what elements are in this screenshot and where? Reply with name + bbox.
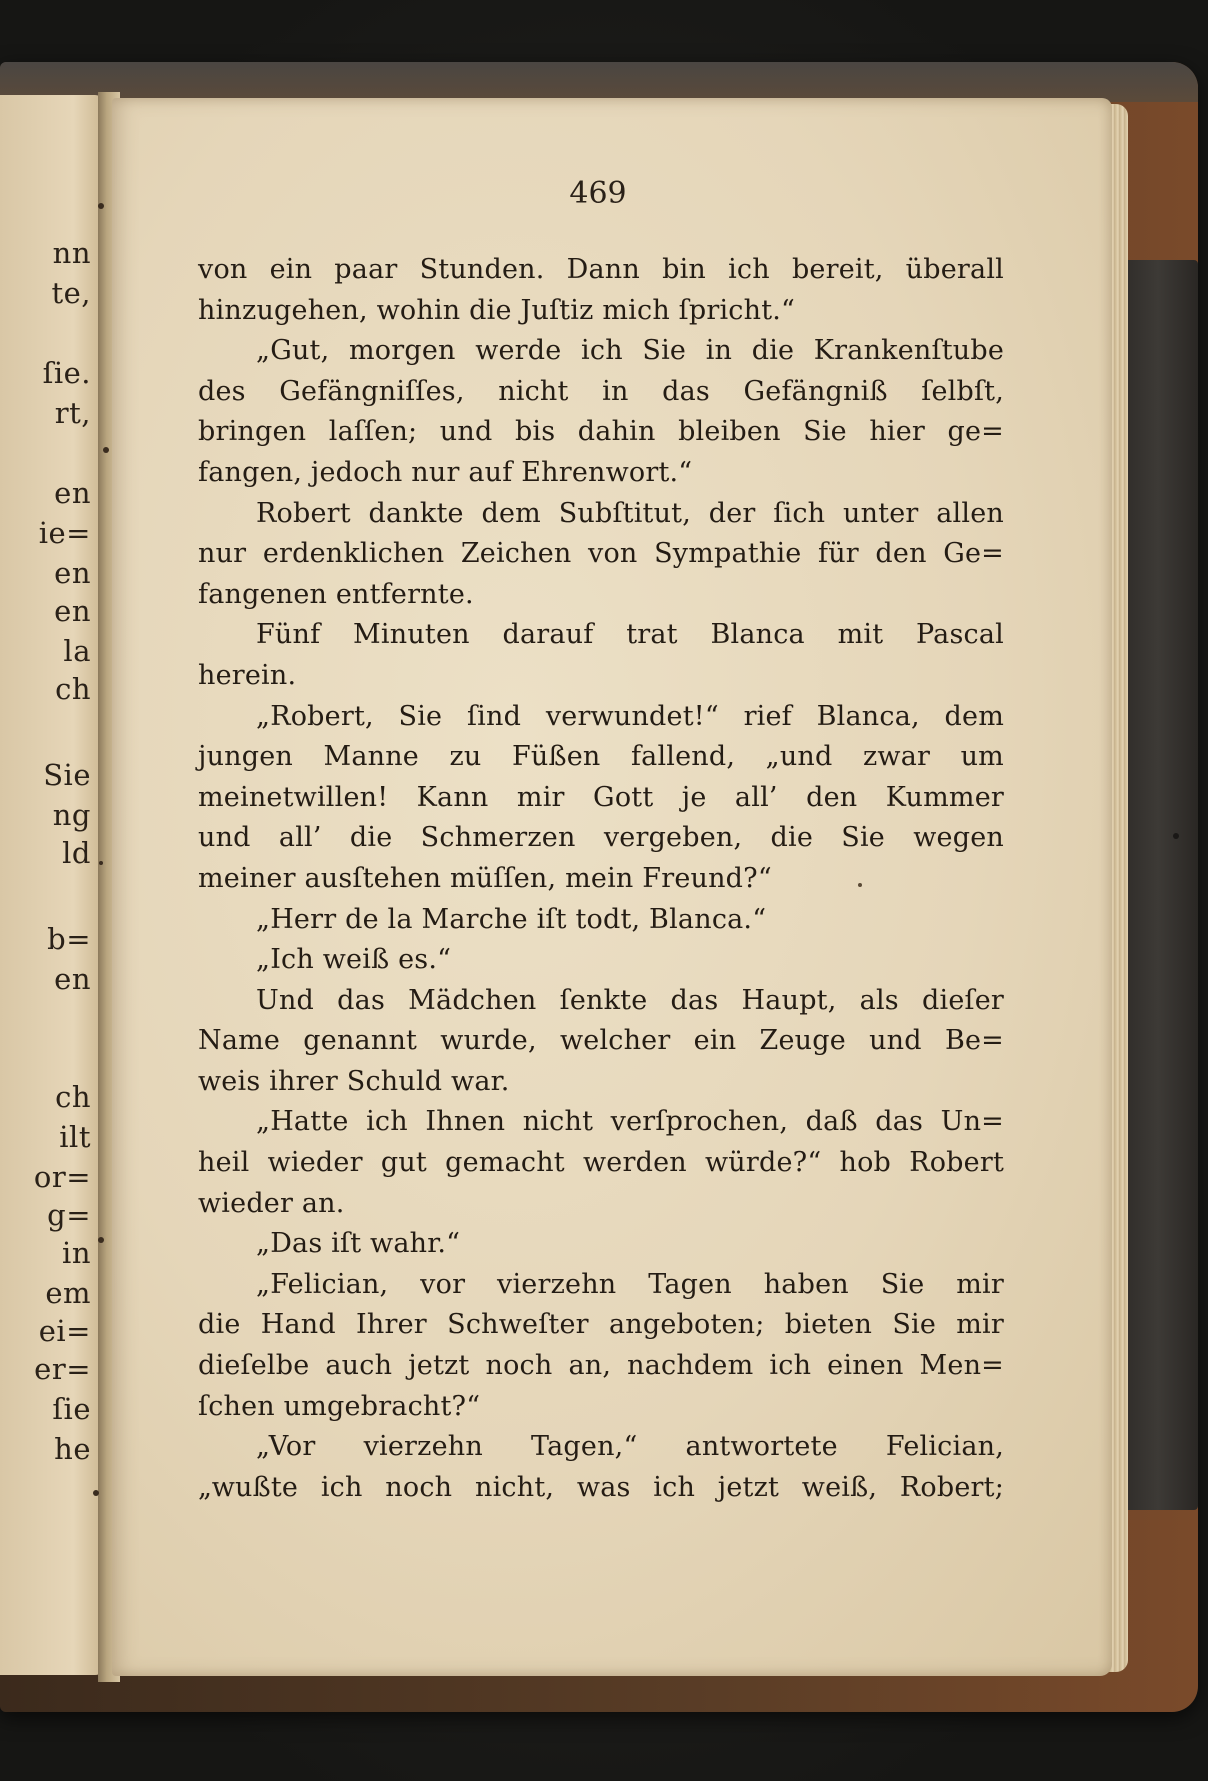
text-line: und all’ die Schmerzen vergeben, die Sie wegen xyxy=(198,822,1004,854)
text-line: des Gefängniſſes, nicht in das Gefängniß ſelbſt, xyxy=(198,375,1004,407)
left-page-fragment: ſie xyxy=(52,1392,91,1426)
text-line: hinzugehen, wohin die Juſtiz mich ſpricht.“ xyxy=(198,294,796,326)
text-line: jungen Manne zu Füßen fallend, „und zwar um xyxy=(198,741,1004,773)
text-line: Robert dankte dem Subſtitut, der ſich unter allen xyxy=(256,497,1004,529)
left-page-fragment: ie= xyxy=(38,516,91,550)
text-line: dieſelbe auch jetzt noch an, nachdem ich einen Men= xyxy=(198,1350,1004,1382)
text-line: bringen laſſen; und bis dahin bleiben Sie hier ge= xyxy=(198,416,1004,448)
text-line: weis ihrer Schuld war. xyxy=(198,1065,510,1097)
left-page-fragment: ch xyxy=(55,1080,91,1114)
left-page-fragment: ei= xyxy=(38,1314,91,1348)
text-line: „Herr de la Marche iſt todt, Blanca.“ xyxy=(256,903,767,935)
text-line: „Gut, morgen werde ich Sie in die Krankenſtube xyxy=(256,335,1004,367)
left-page-fragment: or= xyxy=(33,1160,91,1194)
left-page-fragment: nn xyxy=(52,236,91,270)
left-page-fragment: er= xyxy=(34,1352,91,1386)
text-line: meiner ausſtehen müſſen, mein Freund?“ xyxy=(198,862,772,894)
left-page-fragment: em xyxy=(45,1276,91,1310)
text-line: „Vor vierzehn Tagen,“ antwortete Felician, xyxy=(256,1431,1004,1463)
text-line: Fünf Minuten darauf trat Blanca mit Pascal xyxy=(256,619,1004,651)
left-page-fragment: g= xyxy=(47,1198,91,1232)
text-line: heil wieder gut gemacht werden würde?“ hob Robert xyxy=(198,1147,1004,1179)
left-page-fragment: ld xyxy=(62,836,91,870)
text-line: „wußte ich noch nicht, was ich jetzt weiß, Robert; xyxy=(198,1471,1004,1503)
left-page-fragment: rt, xyxy=(54,396,91,430)
page-number-text: 469 xyxy=(569,176,627,211)
left-page-fragment: en xyxy=(54,594,91,628)
text-line: von ein paar Stunden. Dann bin ich bereit, überall xyxy=(198,254,1004,285)
text-line: wieder an. xyxy=(198,1187,345,1219)
left-page-fragment: in xyxy=(62,1236,91,1270)
text-line: fangenen entfernte. xyxy=(198,578,474,610)
text-line: „Felician, vor vierzehn Tagen haben Sie mir xyxy=(256,1268,1004,1300)
left-page-fragment: b= xyxy=(47,922,91,956)
cover-spine-band xyxy=(1118,260,1198,1510)
left-page-fragment: ilt xyxy=(59,1120,91,1154)
text-line: die Hand Ihrer Schweſter angeboten; bieten Sie mir xyxy=(198,1309,1004,1341)
text-line: „Robert, Sie ſind verwundet!“ rief Blanca, dem xyxy=(256,700,1004,732)
left-page-fragment: la xyxy=(63,634,91,668)
left-page-fragment: en xyxy=(54,476,91,510)
text-line: herein. xyxy=(198,659,297,691)
left-page-fragment: he xyxy=(54,1432,91,1466)
left-page-fragment: en xyxy=(54,556,91,590)
left-page-fragment: Sie xyxy=(43,758,91,792)
left-page-fragment: en xyxy=(54,962,91,996)
left-page-fragment: te, xyxy=(51,276,91,310)
text-line: ſchen umgebracht?“ xyxy=(198,1390,481,1422)
text-line: fangen, jedoch nur auf Ehrenwort.“ xyxy=(198,456,693,488)
text-line: Name genannt wurde, welcher ein Zeuge und Be= xyxy=(198,1025,1004,1057)
text-line: „Ich weiß es.“ xyxy=(256,944,452,976)
text-line: Und das Mädchen ſenkte das Haupt, als dieſer xyxy=(256,984,1004,1016)
left-page xyxy=(0,95,105,1675)
text-line: meinetwillen! Kann mir Gott je all’ den Kummer xyxy=(198,781,1004,813)
cover-top-edge xyxy=(0,62,1198,102)
text-line: „Das iſt wahr.“ xyxy=(256,1228,461,1260)
left-page-fragment: ng xyxy=(52,798,91,832)
left-page-fragment: ſie. xyxy=(42,356,91,390)
text-line: „Hatte ich Ihnen nicht verſprochen, daß das Un= xyxy=(256,1106,1004,1138)
left-page-fragment: ch xyxy=(55,672,91,706)
page-body-text xyxy=(198,250,1004,1508)
page-number xyxy=(0,176,1208,211)
text-line: nur erdenklichen Zeichen von Sympathie für den Ge= xyxy=(198,538,1004,570)
